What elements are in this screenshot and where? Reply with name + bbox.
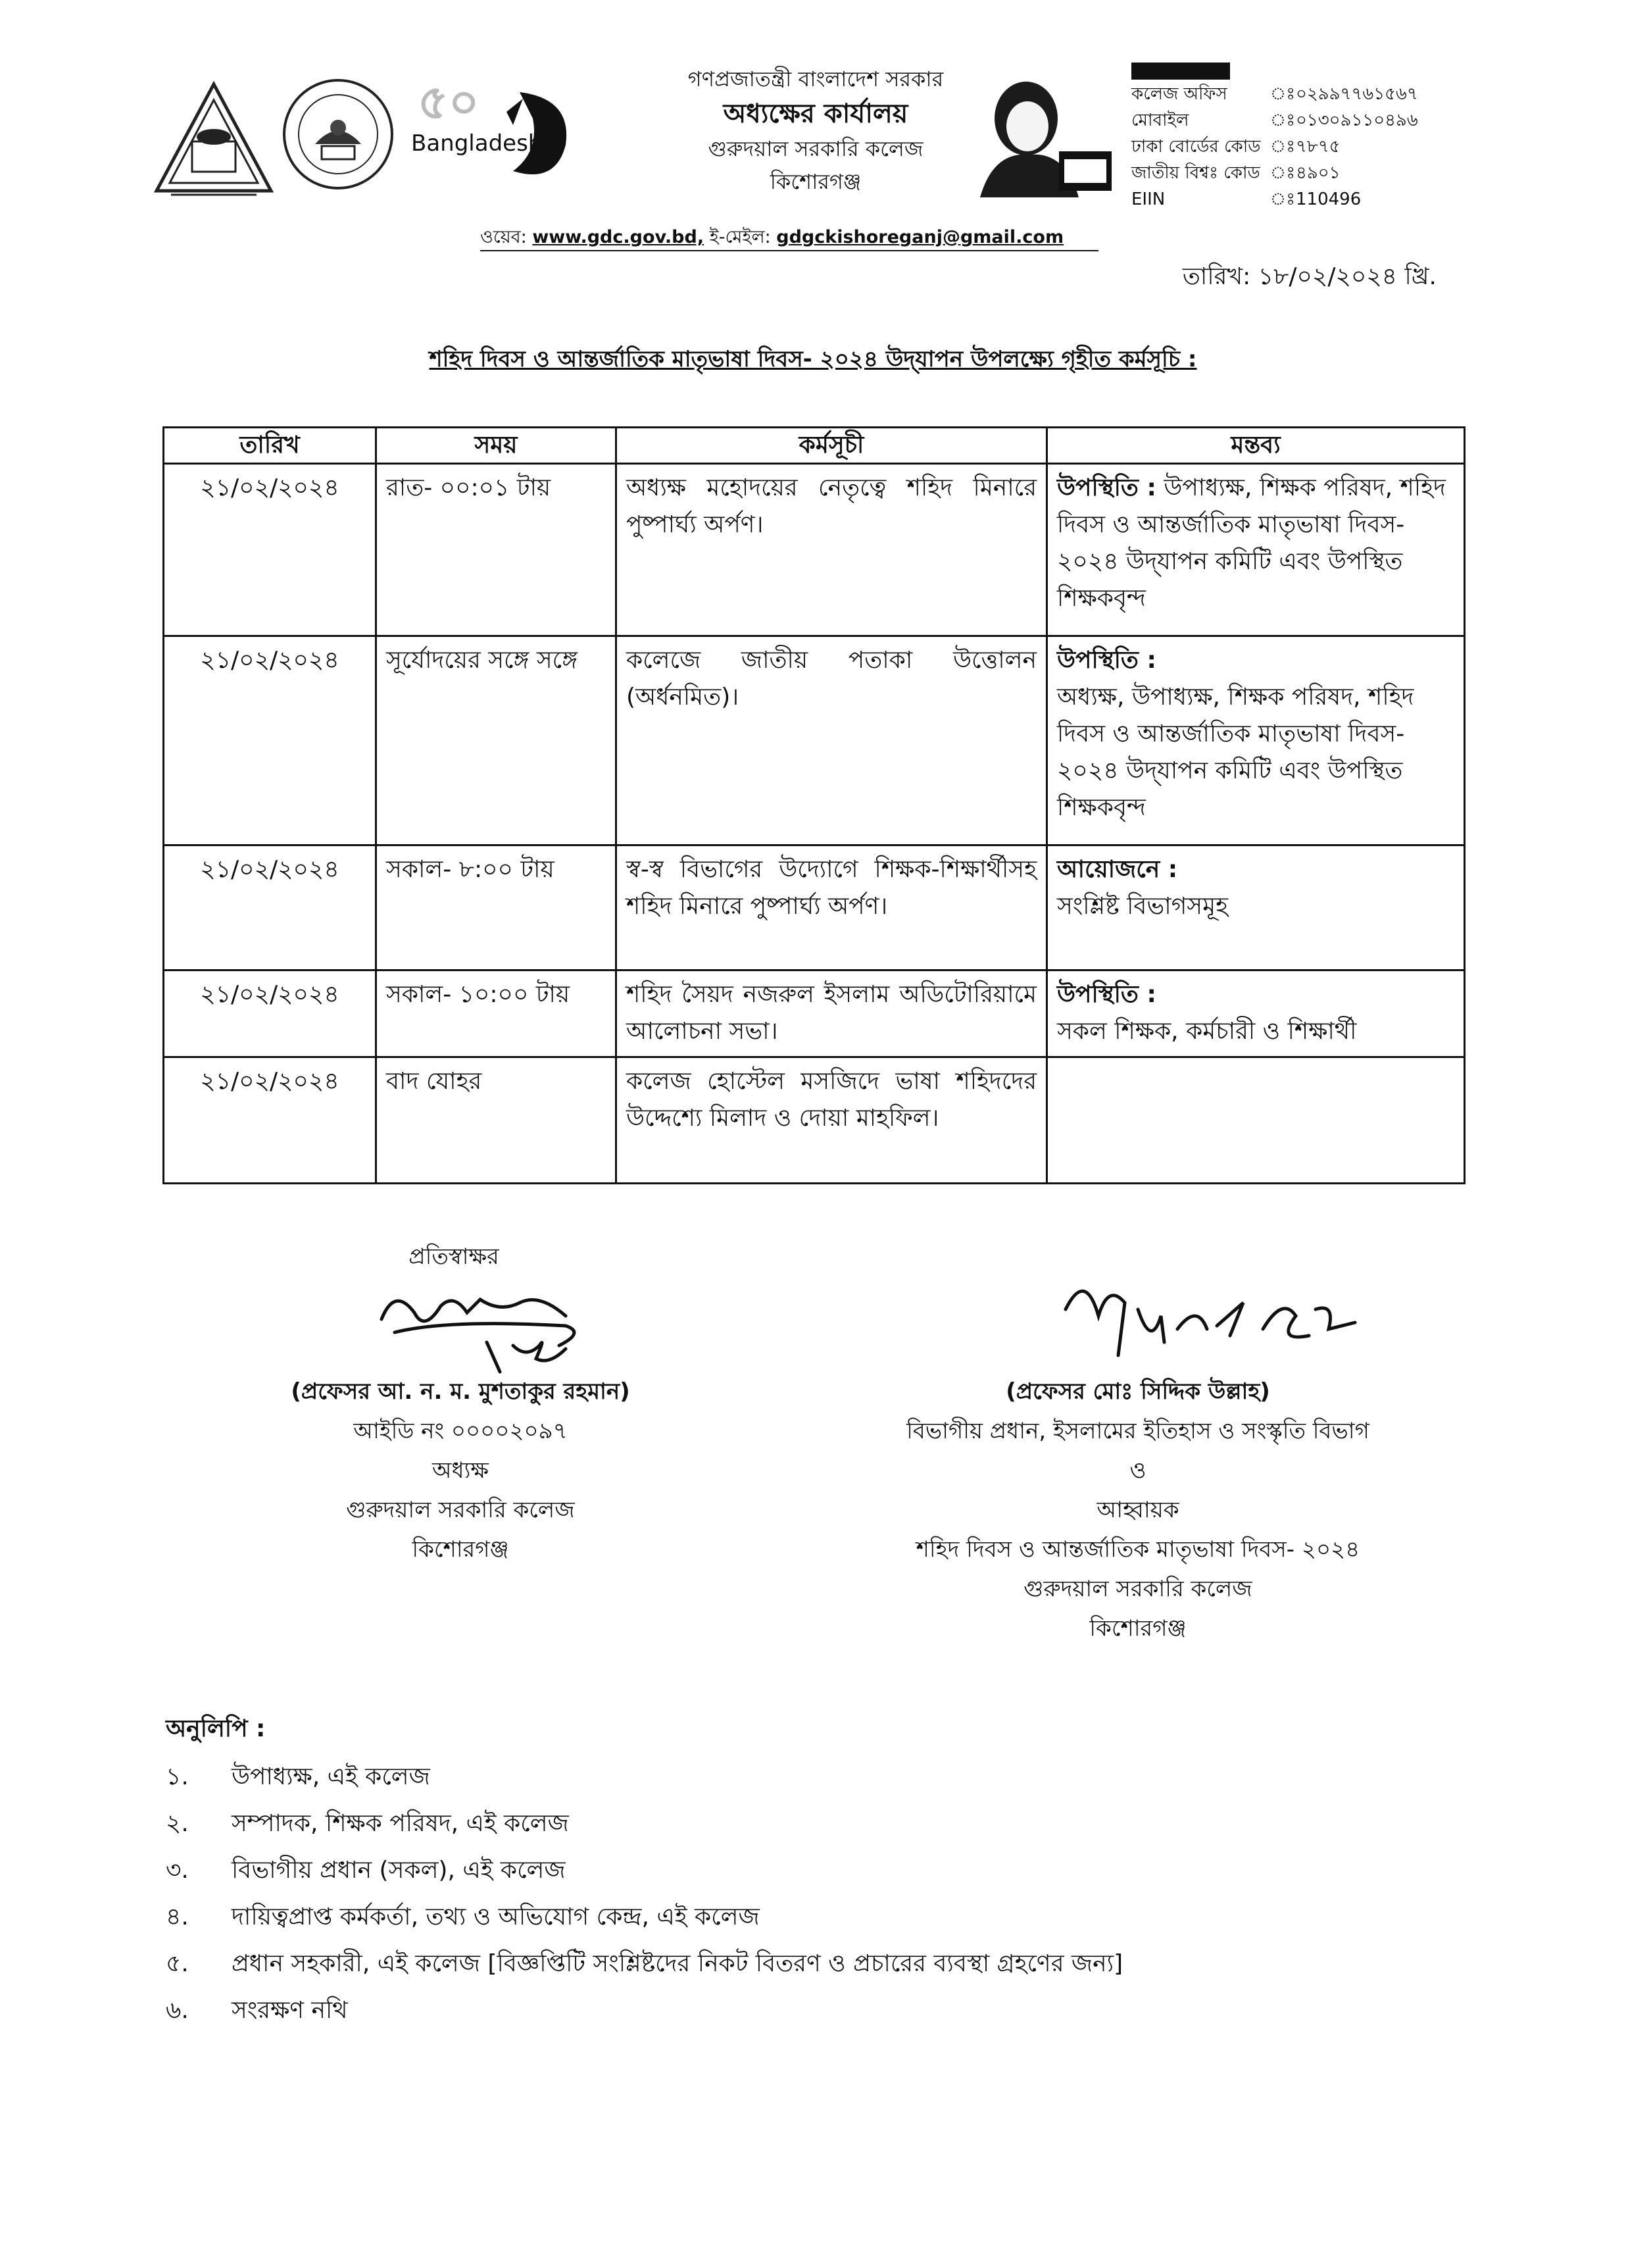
right-signature-scribble: [1046, 1263, 1362, 1369]
office-name: অধ্যক্ষের কার্যালয়: [723, 99, 908, 129]
remark-text: অধ্যক্ষ, উপাধ্যক্ষ, শিক্ষক পরিষদ, শহিদ দিবস ও আন্তর্জাতিক মাতৃভাষা দিবস- ২০২৪ উদ্‌যাপন কমিটি এবং উপস্থিত শিক্ষকবৃন্দ: [1057, 684, 1414, 821]
distribution-list: [166, 1753, 1123, 2034]
remark-label: উপস্থিতি :: [1057, 647, 1156, 674]
contact-eiin: EIIN ঃ 110496: [1131, 189, 1362, 209]
contact-university-code: জাতীয় বিশ্বঃ কোড ঃ ৪৯০১: [1131, 163, 1341, 183]
website-link[interactable]: www.gdc.gov.bd,: [532, 227, 704, 247]
remark-text: সকল শিক্ষক, কর্মচারী ও শিক্ষার্থী: [1057, 1018, 1357, 1045]
list-item: ৬. সংরক্ষণ নথি: [166, 1997, 348, 2024]
left-signatory-name: (প্রফেসর আ. ন. ম. মুশতাকুর রহমান): [291, 1378, 630, 1405]
countersign-label: প্রতিস্বাক্ষর: [408, 1244, 499, 1270]
remark-text: উপাধ্যক্ষ, শিক্ষক পরিষদ, শহিদ দিবস ও আন্তর্জাতিক মাতৃভাষা দিবস- ২০২৪ উদ্‌যাপন কমিটি এবং উপস্থিত শিক্ষকবৃন্দ: [1057, 474, 1446, 612]
header-time: সময়: [376, 428, 616, 464]
contact-office: কলেজ অফিস ঃ ০২৯৯৭৭৬১৫৬৭: [1131, 84, 1418, 104]
header-date: তারিখ: [164, 428, 376, 464]
row-time: সূর্যোদয়ের সঙ্গে সঙ্গে: [376, 636, 616, 845]
header-remark: মন্তব্য: [1047, 428, 1465, 464]
contact-mobile: মোবাইল ঃ ০১৩০৯১১০৪৯৬: [1131, 111, 1418, 130]
right-signatory-name: (প্রফেসর মোঃ সিদ্দিক উল্লাহ): [1006, 1378, 1270, 1405]
table-header-row: [164, 428, 1465, 464]
table-row: [164, 970, 1465, 1057]
row-remark: [1047, 1057, 1465, 1184]
left-signatory-district: কিশোরগঞ্জ: [412, 1536, 509, 1563]
row-date: ২১/০২/২০২৪: [164, 1057, 376, 1184]
row-remark: [1047, 464, 1465, 636]
list-item: ৪. দায়িত্বপ্রাপ্ত কর্মকর্তা, তথ্য ও অভিযোগ কেন্দ্র, এই কলেজ: [166, 1903, 760, 1930]
header-rule: [480, 250, 1098, 251]
list-item: ৫. প্রধান সহকারী, এই কলেজ [বিজ্ঞপ্তিটি সংশ্লিষ্টদের নিকট বিতরণ ও প্রচারের ব্যবস্থা গ্রহণের জন্য]: [166, 1950, 1123, 1977]
table-row: [164, 636, 1465, 845]
college-district: কিশোরগঞ্জ: [770, 169, 862, 194]
row-program: শহিদ সৈয়দ নজরুল ইসলাম অডিটোরিয়ামে আলোচনা সভা।: [616, 970, 1047, 1057]
row-time: সকাল- ৮:০০ টায়: [376, 845, 616, 970]
college-crest-logo: [151, 79, 276, 197]
right-signatory-district: কিশোরগঞ্জ: [1089, 1615, 1187, 1642]
right-signatory-line3: আহ্বায়ক: [1096, 1497, 1179, 1523]
notice-title: শহিদ দিবস ও আন্তর্জাতিক মাতৃভাষা দিবস- ২০২৪ উদ্‌যাপন উপলক্ষ্যে গৃহীত কর্মসূচি :: [429, 346, 1197, 372]
row-program: অধ্যক্ষ মহোদয়ের নেতৃত্বে শহিদ মিনারে পুষ্পার্ঘ্য অর্পণ।: [616, 464, 1047, 636]
header-program: কর্মসূচী: [616, 428, 1047, 464]
list-item: ৩. বিভাগীয় প্রধান (সকল), এই কলেজ: [166, 1857, 566, 1884]
seal-logo: [283, 79, 393, 189]
row-date: ২১/০২/২০২৪: [164, 970, 376, 1057]
left-signatory-id: আইডি নং ০০০০২০৯৭: [353, 1418, 568, 1444]
govt-name: গণপ্রজাতন্ত্রী বাংলাদেশ সরকার: [687, 66, 944, 91]
table-row: [164, 464, 1465, 636]
svg-text:৫০: ৫০: [418, 74, 480, 130]
right-signatory-line1: বিভাগীয় প্রধান, ইসলামের ইতিহাস ও সংস্কৃতি বিভাগ: [906, 1418, 1369, 1444]
bangladesh-logo-text: Bangladesh: [411, 130, 543, 157]
row-date: ২১/০২/২০২৪: [164, 636, 376, 845]
row-time: রাত- ০০:০১ টায়: [376, 464, 616, 636]
row-program: স্ব-স্ব বিভাগের উদ্যোগে শিক্ষক-শিক্ষার্থীসহ শহিদ মিনারে পুষ্পার্ঘ্য অর্পণ।: [616, 845, 1047, 970]
right-signatory-college: গুরুদয়াল সরকারি কলেজ: [1023, 1576, 1252, 1602]
table-row: [164, 1057, 1465, 1184]
remark-text: সংশ্লিষ্ট বিভাগসমূহ: [1057, 893, 1228, 920]
right-signatory-block: [809, 1372, 1467, 1648]
contact-block: [1131, 63, 1487, 213]
distribution-heading: অনুলিপি :: [166, 1715, 266, 1742]
email-link[interactable]: gdgckishoreganj@gmail.com: [776, 227, 1064, 247]
notice-date: তারিখ: ১৮/০২/২০২৪ খ্রি.: [1182, 263, 1437, 290]
web-email-line: ওয়েব: www.gdc.gov.bd, ই-মেইল: gdgckishoreganj@gmail.com: [480, 227, 1064, 247]
left-signatory-block: [197, 1372, 724, 1569]
redacted-bar: [1131, 63, 1230, 80]
list-item: ১. উপাধ্যক্ষ, এই কলেজ: [166, 1763, 430, 1790]
college-name: গুরুদয়াল সরকারি কলেজ: [708, 136, 924, 161]
row-date: ২১/০২/২০২৪: [164, 845, 376, 970]
list-item: ২. সম্পাদক, শিক্ষক পরিষদ, এই কলেজ: [166, 1810, 569, 1837]
left-signatory-college: গুরুদয়াল সরকারি কলেজ: [346, 1497, 575, 1523]
row-program: কলেজে জাতীয় পতাকা উত্তোলন (অর্ধনমিত)।: [616, 636, 1047, 845]
table-row: [164, 845, 1465, 970]
remark-label: উপস্থিতি :: [1057, 474, 1156, 501]
schedule-table: [162, 426, 1466, 1184]
row-remark: [1047, 636, 1465, 845]
row-remark: [1047, 970, 1465, 1057]
row-time: বাদ যোহর: [376, 1057, 616, 1184]
left-signatory-designation: অধ্যক্ষ: [432, 1457, 489, 1484]
right-signatory-line4: শহিদ দিবস ও আন্তর্জাতিক মাতৃভাষা দিবস- ২০২৪: [916, 1536, 1360, 1563]
remark-label: উপস্থিতি :: [1057, 981, 1156, 1008]
row-date: ২১/০২/২০২৪: [164, 464, 376, 636]
row-program: কলেজ হোস্টেল মসজিদে ভাষা শহিদদের উদ্দেশ্যে মিলাদ ও দোয়া মাহফিল।: [616, 1057, 1047, 1184]
remark-label: আয়োজনে :: [1057, 856, 1178, 883]
right-signatory-line2: ও: [1129, 1457, 1146, 1484]
row-remark: [1047, 845, 1465, 970]
contact-board-code: ঢাকা বোর্ডের কোড ঃ ৭৮৭৫: [1131, 137, 1341, 157]
row-time: সকাল- ১০:০০ টায়: [376, 970, 616, 1057]
mujib-portrait: [967, 72, 1115, 197]
left-signature-scribble: [368, 1280, 605, 1378]
